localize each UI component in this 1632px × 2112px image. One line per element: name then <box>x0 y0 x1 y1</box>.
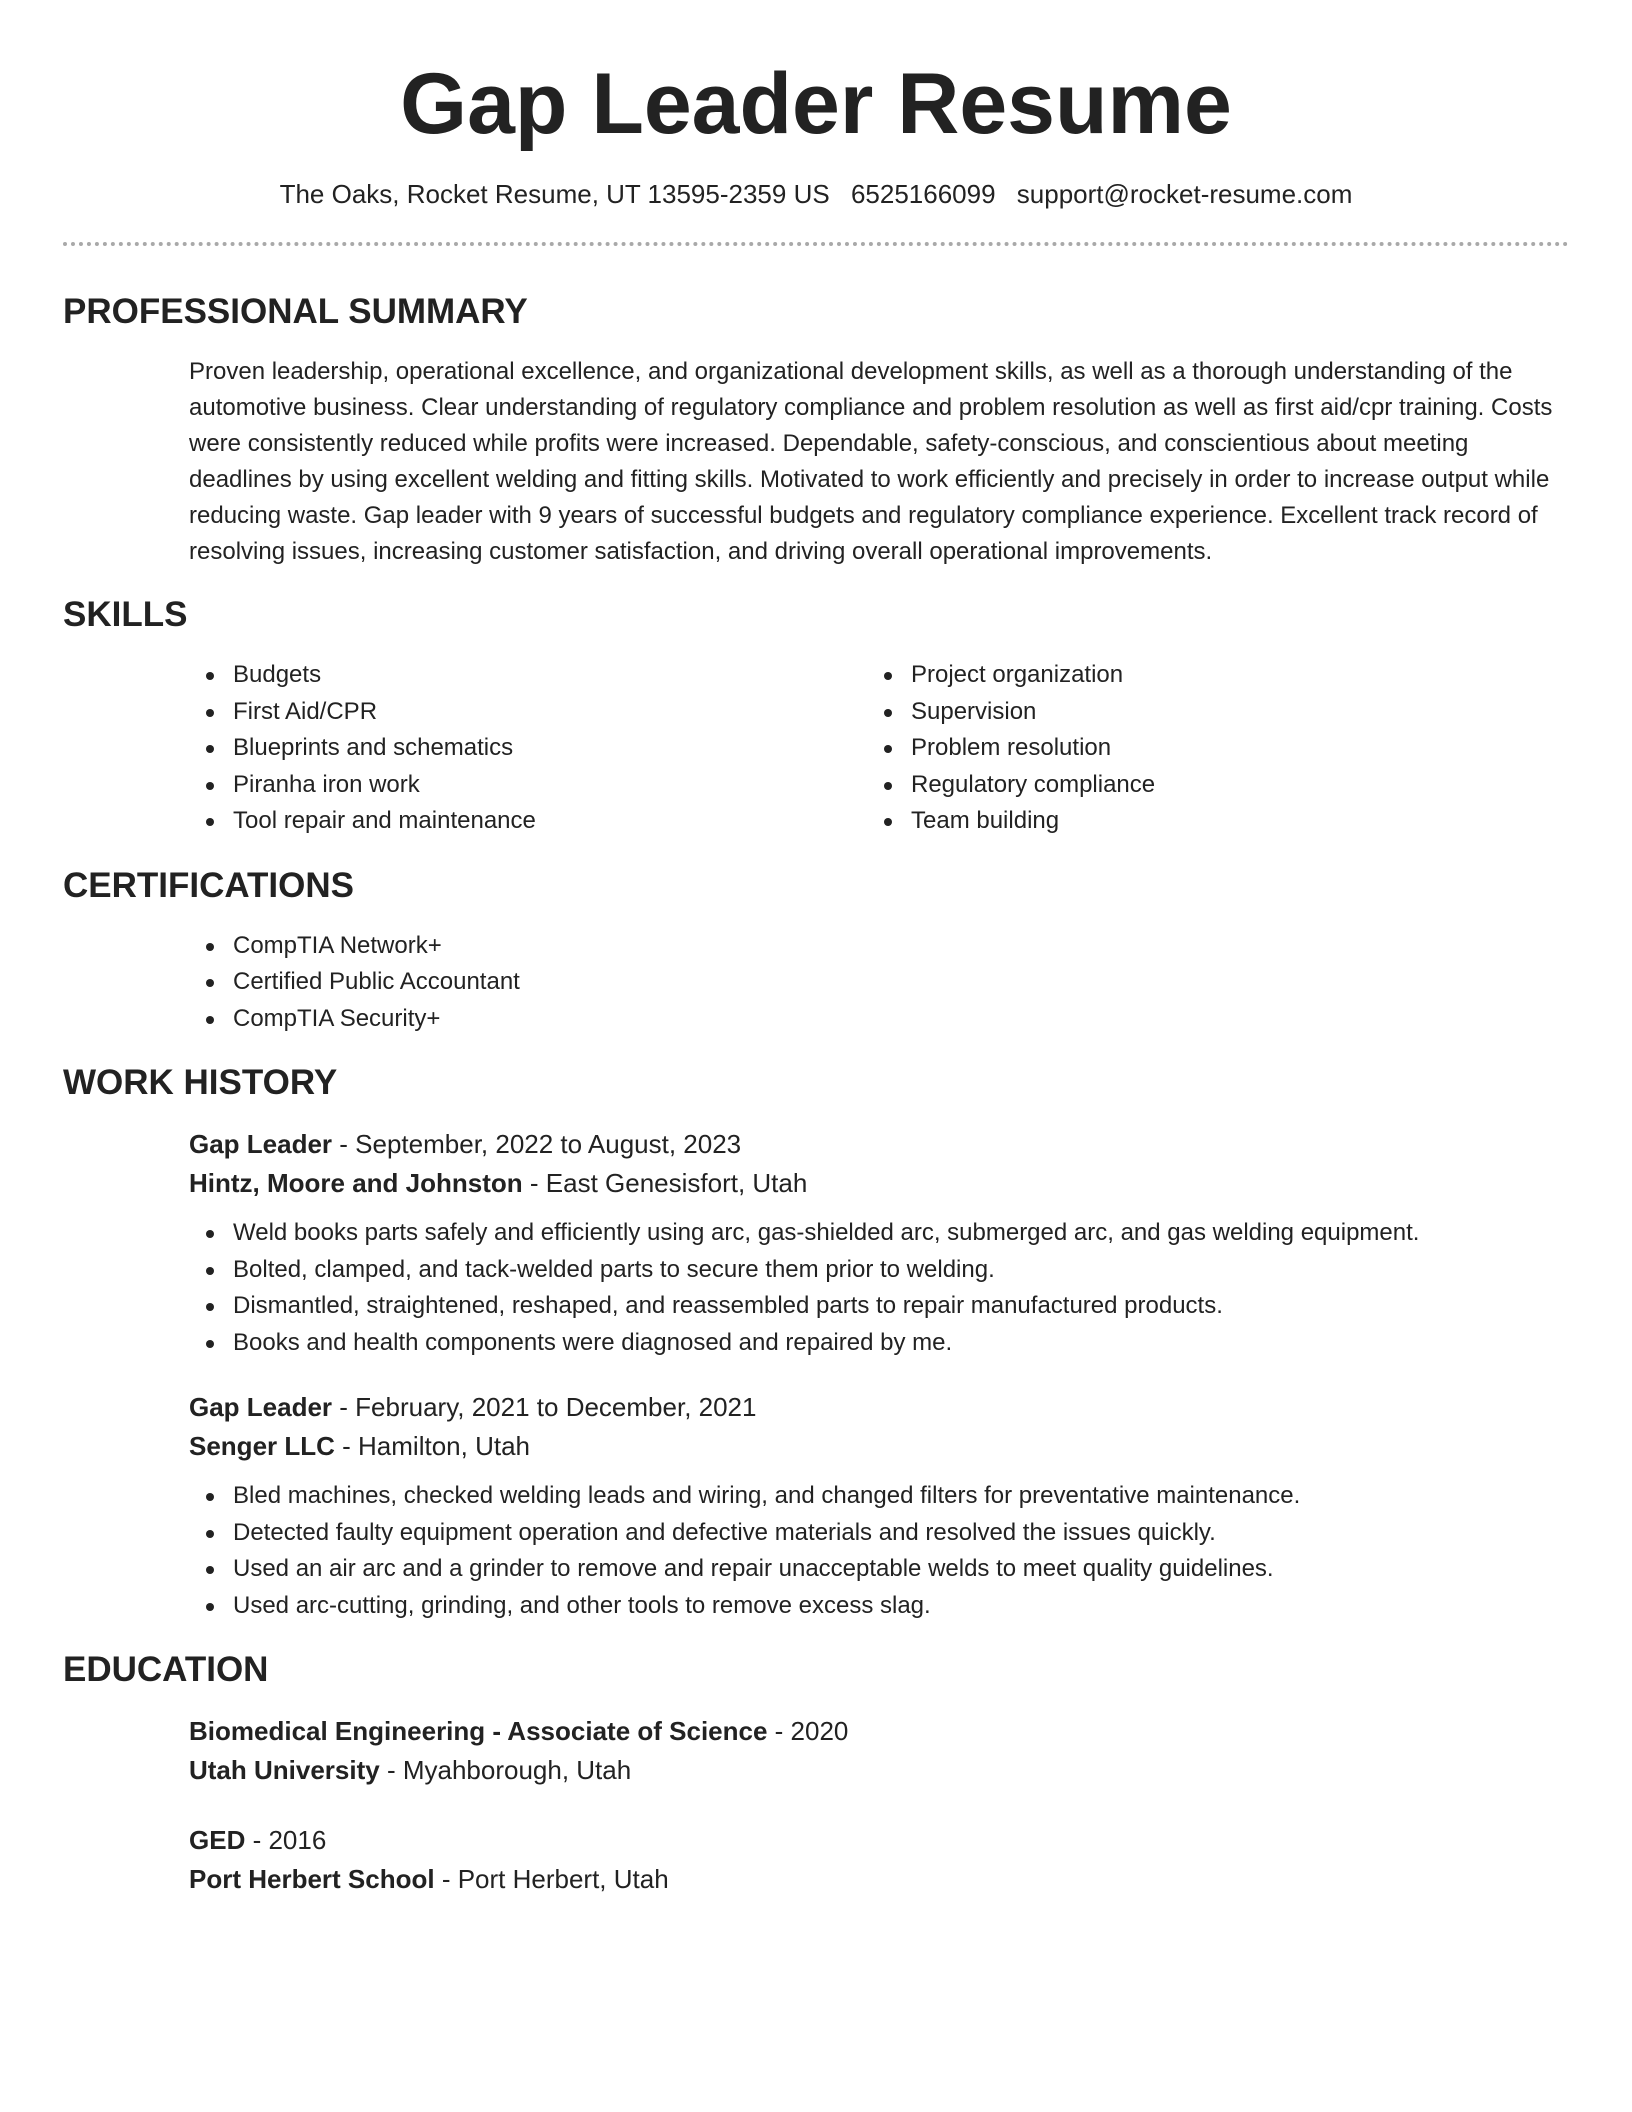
job-bullet: Used an air arc and a grinder to remove and repair unacceptable welds to meet quality guidelines. <box>189 1551 1569 1588</box>
skill-item: Piranha iron work <box>189 767 867 804</box>
education-section <box>63 1648 1569 1899</box>
job-title: Gap Leader <box>189 1392 333 1422</box>
education-degree-line <box>189 1821 1569 1860</box>
contact-email: support@rocket-resume.com <box>1016 179 1353 209</box>
skills-section <box>63 593 1569 840</box>
education-location: - Port Herbert, Utah <box>434 1864 669 1894</box>
skill-item: Team building <box>867 803 1545 840</box>
certifications-section <box>63 864 1569 1038</box>
job-bullet: Books and health components were diagnosed and repaired by me. <box>189 1325 1569 1362</box>
education-degree-line <box>189 1712 1569 1751</box>
education-degree: GED <box>189 1825 246 1855</box>
contact-line <box>63 178 1569 210</box>
contact-address: The Oaks, Rocket Resume, UT 13595-2359 US <box>279 179 830 209</box>
education-year: - 2020 <box>767 1716 849 1746</box>
skills-list-right <box>867 657 1545 840</box>
skills-list-left <box>189 657 867 840</box>
job-location: - Hamilton, Utah <box>334 1431 530 1461</box>
job-entry <box>63 1125 1569 1361</box>
summary-heading: PROFESSIONAL SUMMARY <box>63 292 528 331</box>
work-section <box>63 1061 1569 1624</box>
job-title: Gap Leader <box>189 1129 333 1159</box>
education-entry <box>63 1821 1569 1899</box>
education-school-line <box>189 1751 1569 1790</box>
skills-heading: SKILLS <box>63 595 188 634</box>
skill-item: Budgets <box>189 657 867 694</box>
job-company-line <box>189 1164 1569 1203</box>
skill-item: Regulatory compliance <box>867 767 1545 804</box>
job-company: Hintz, Moore and Johnston <box>189 1168 523 1198</box>
skill-item: Project organization <box>867 657 1545 694</box>
job-dates: - September, 2022 to August, 2023 <box>332 1129 742 1159</box>
job-location: - East Genesisfort, Utah <box>522 1168 808 1198</box>
education-school: Port Herbert School <box>189 1864 435 1894</box>
job-company: Senger LLC <box>189 1431 335 1461</box>
job-bullet: Dismantled, straightened, reshaped, and reassembled parts to repair manufactured products. <box>189 1288 1569 1325</box>
job-company-line <box>189 1427 1569 1466</box>
job-bullet: Bled machines, checked welding leads and wiring, and changed filters for preventative maintenance. <box>189 1478 1569 1515</box>
skill-item: Problem resolution <box>867 730 1545 767</box>
work-heading: WORK HISTORY <box>63 1063 338 1102</box>
education-location: - Myahborough, Utah <box>379 1755 632 1785</box>
job-bullet: Detected faulty equipment operation and defective materials and resolved the issues quickly. <box>189 1515 1569 1552</box>
job-bullets <box>189 1478 1569 1624</box>
summary-section <box>63 290 1569 570</box>
header-divider <box>63 242 1569 246</box>
job-bullet: Used arc-cutting, grinding, and other tools to remove excess slag. <box>189 1588 1569 1625</box>
skill-item: Tool repair and maintenance <box>189 803 867 840</box>
certifications-heading: CERTIFICATIONS <box>63 865 355 905</box>
certification-item: CompTIA Network+ <box>189 928 1569 965</box>
education-year: - 2016 <box>245 1825 327 1855</box>
education-school-line <box>189 1860 1569 1899</box>
job-entry <box>63 1388 1569 1624</box>
summary-text: Proven leadership, operational excellence, and organizational development skills, as well as a thorough understanding of the automotive business. Clear understanding of regulatory compliance and problem resolution as well as first aid/cpr training. Costs were consistently reduced while profits were increased. Dependable, safety-conscious, and conscientious about meeting deadlines by using excellent welding and fitting skills. Motivated to work efficiently and precisely in order to increase output while reducing waste. Gap leader with 9 years of successful budgets and regulatory compliance experience. Excellent track record of resolving issues, increasing customer satisfaction, and driving overall operational improvements. <box>189 358 1553 565</box>
job-bullets <box>189 1215 1569 1361</box>
skills-grid <box>63 657 1569 840</box>
job-bullet: Bolted, clamped, and tack-welded parts to secure them prior to welding. <box>189 1252 1569 1289</box>
contact-phone: 6525166099 <box>850 179 996 209</box>
education-degree: Biomedical Engineering - Associate of Science <box>189 1716 768 1746</box>
job-title-line <box>189 1125 1569 1164</box>
education-entry <box>63 1712 1569 1790</box>
education-heading: EDUCATION <box>63 1650 269 1689</box>
education-school: Utah University <box>189 1755 380 1785</box>
page-title: Gap Leader Resume <box>400 56 1232 152</box>
skill-item: Blueprints and schematics <box>189 730 867 767</box>
skill-item: First Aid/CPR <box>189 694 867 731</box>
job-title-line <box>189 1388 1569 1427</box>
certification-item: Certified Public Accountant <box>189 964 1569 1001</box>
certification-item: CompTIA Security+ <box>189 1001 1569 1038</box>
resume-header <box>63 0 1569 246</box>
certifications-list <box>189 928 1569 1038</box>
skill-item: Supervision <box>867 694 1545 731</box>
job-dates: - February, 2021 to December, 2021 <box>332 1392 757 1422</box>
job-bullet: Weld books parts safely and efficiently using arc, gas-shielded arc, submerged arc, and gas welding equipment. <box>189 1215 1569 1252</box>
